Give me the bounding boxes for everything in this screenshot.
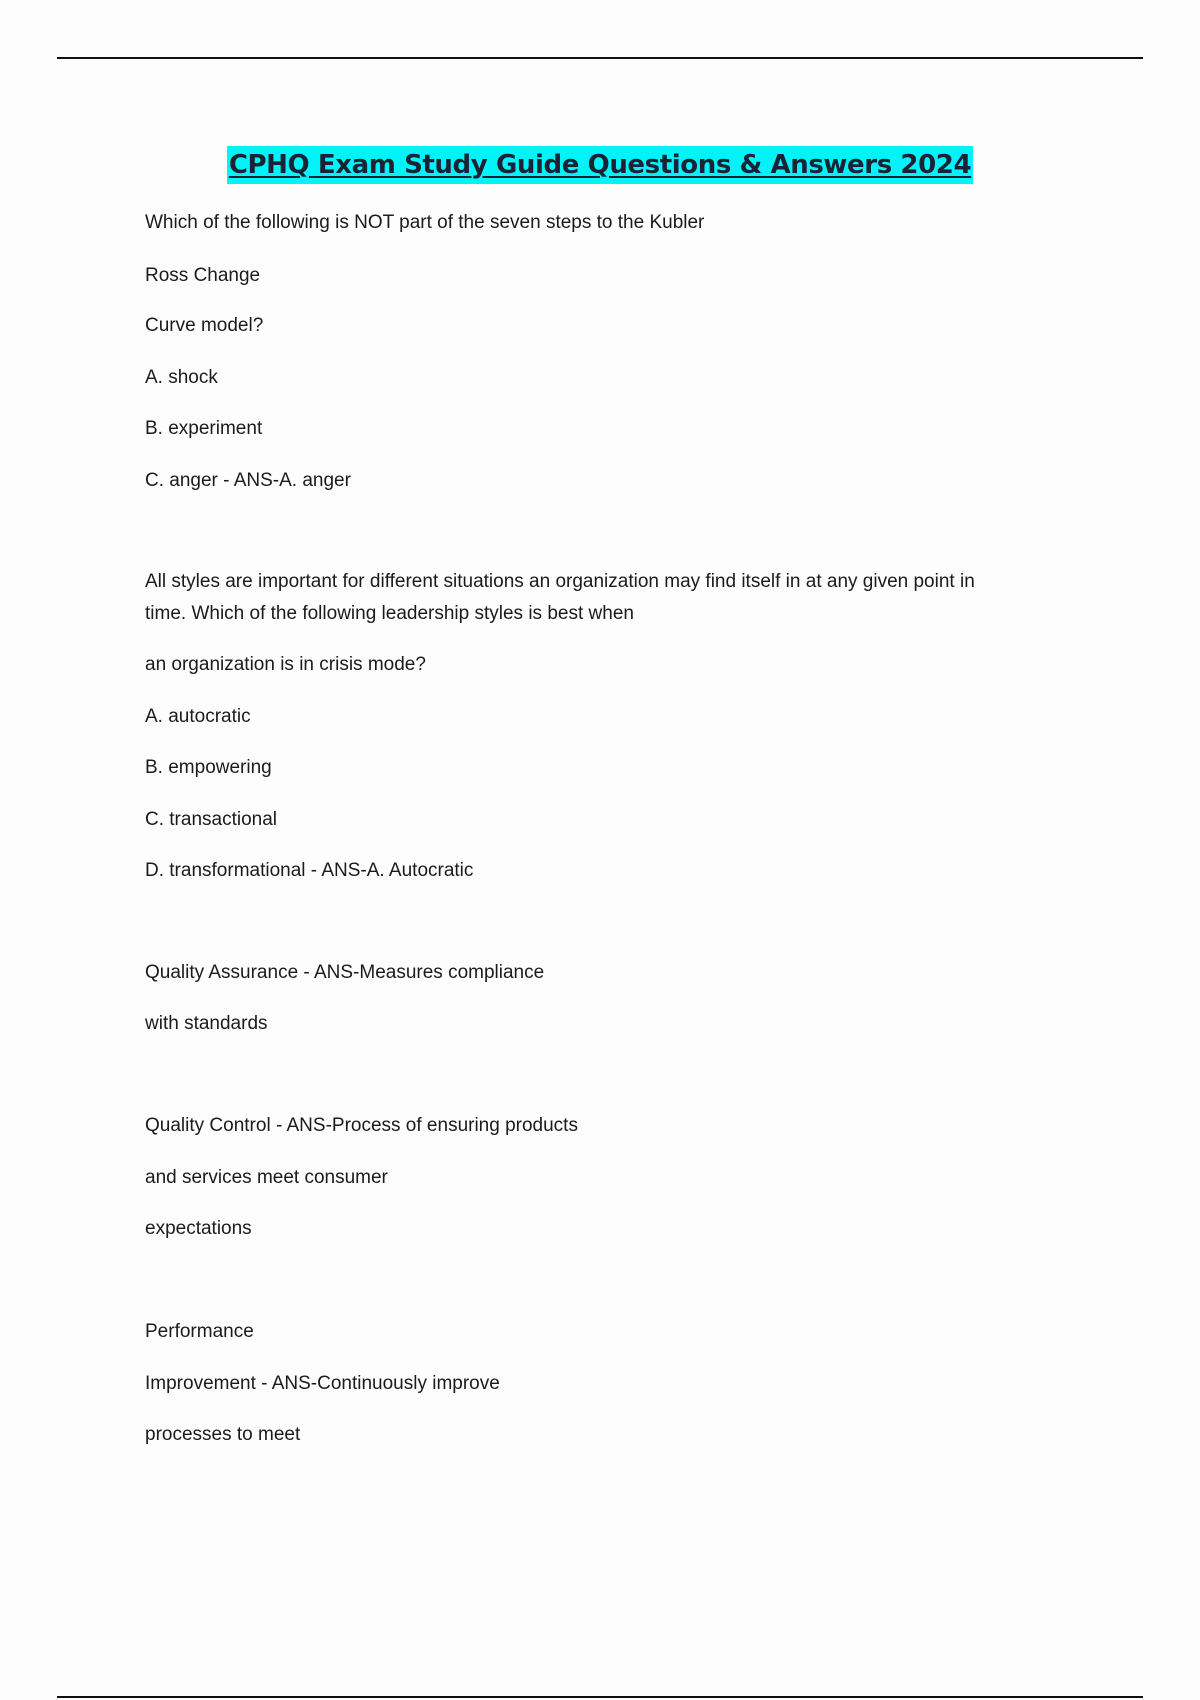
q1-option-b: B. experiment	[145, 418, 263, 439]
page-title: CPHQ Exam Study Guide Questions & Answers 2024	[227, 146, 973, 184]
q2-line-2: time. Which of the following leadership styles is best when	[145, 603, 634, 624]
q1-option-c: C. anger - ANS-A. anger	[145, 470, 351, 491]
pi-line-3: processes to meet	[145, 1424, 301, 1445]
footer-rule	[57, 1696, 1143, 1698]
q2-option-c: C. transactional	[145, 809, 278, 830]
q1-line-1: Which of the following is NOT part of the seven steps to the Kubler	[145, 212, 705, 233]
q1-option-a: A. shock	[145, 367, 218, 388]
q2-line-1: All styles are important for different situations an organization may find itself in at any given point in	[145, 571, 975, 592]
q1-line-2: Ross Change	[145, 265, 261, 286]
qc-line-1: Quality Control - ANS-Process of ensuring products	[145, 1115, 578, 1136]
qa-line-1: Quality Assurance - ANS-Measures compliance	[145, 962, 545, 983]
qc-line-3: expectations	[145, 1218, 252, 1239]
q1-line-3: Curve model?	[145, 315, 264, 336]
q2-option-a: A. autocratic	[145, 706, 251, 727]
q2-option-d: D. transformational - ANS-A. Autocratic	[145, 860, 474, 881]
header-rule	[57, 57, 1143, 59]
pi-line-2: Improvement - ANS-Continuously improve	[145, 1373, 500, 1394]
q2-option-b: B. empowering	[145, 757, 272, 778]
qc-line-2: and services meet consumer	[145, 1167, 388, 1188]
q2-line-3: an organization is in crisis mode?	[145, 654, 426, 675]
qa-line-2: with standards	[145, 1013, 268, 1034]
pi-line-1: Performance	[145, 1321, 254, 1342]
title-container	[0, 146, 1200, 184]
